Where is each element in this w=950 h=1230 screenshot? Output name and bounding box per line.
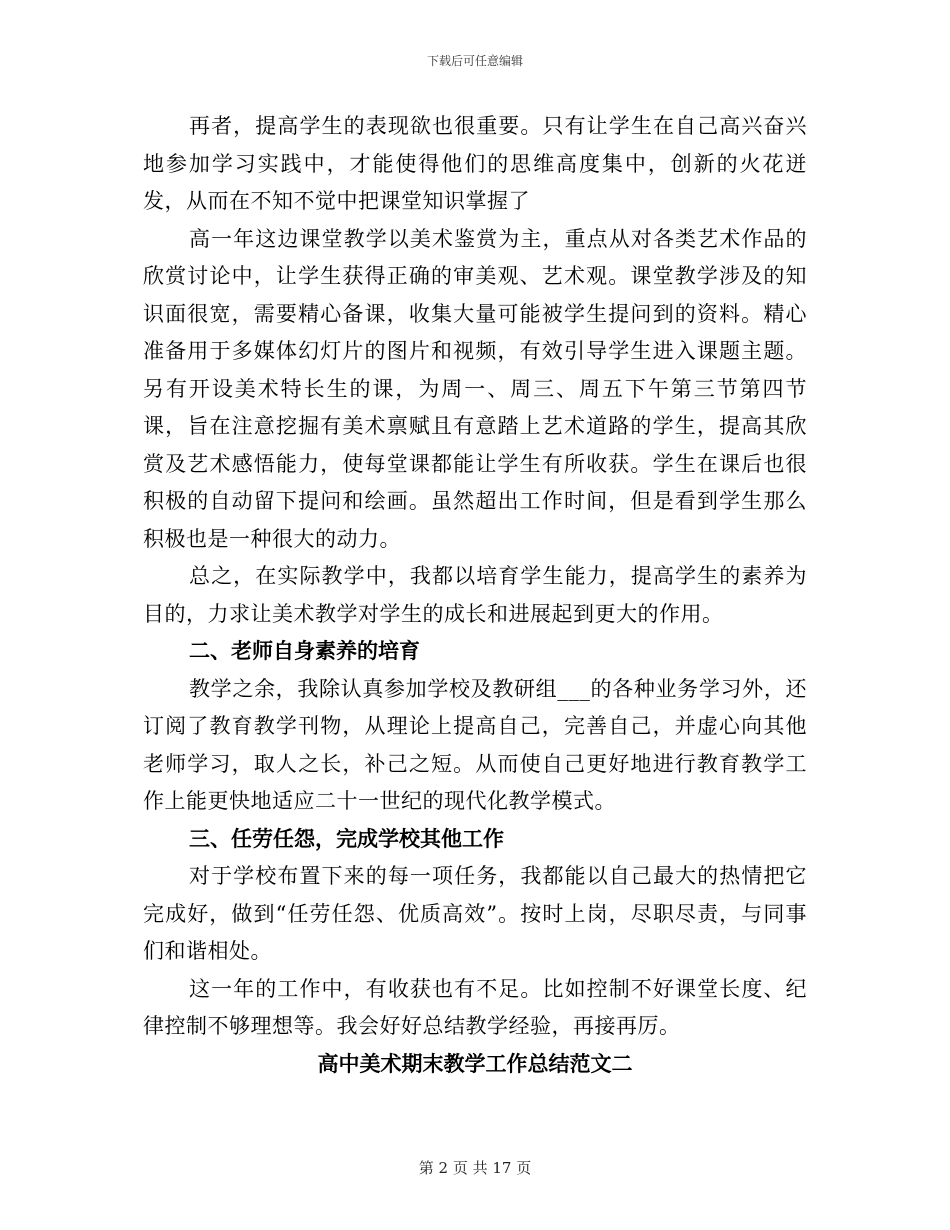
section-heading-self-cultivation: 二、老师自身素养的培育: [189, 639, 420, 663]
page-header: 下载后可任意编辑: [426, 54, 523, 68]
page-number: 第 2 页 共 17 页: [418, 1159, 532, 1177]
document-body: [143, 108, 807, 1083]
paragraph-reflection: 这一年的工作中，有收获也有不足。比如控制不好课堂长度、纪律控制不够理想等。我会好好总结教学经验，再接再厉。: [143, 976, 807, 1038]
paragraph-tasks: 对于学校布置下来的每一项任务，我都能以自己最大的热情把它完成好，做到“任劳任怨、优质高效”。按时上岗，尽职尽责，与同事们和谐相处。: [143, 864, 807, 963]
paragraph-summary: 总之，在实际教学中，我都以培育学生能力，提高学生的素养为目的，力求让美术教学对学生的成长和进展起到更大的作用。: [143, 564, 807, 626]
paragraph-expression: 再者，提高学生的表现欲也很重要。只有让学生在自己高兴奋兴地参加学习实践中，才能使得他们的思维高度集中，创新的火花迸发，从而在不知不觉中把课堂知识掌握了: [143, 114, 807, 213]
document-title-2: 高中美术期末教学工作总结范文二: [317, 1051, 633, 1076]
paragraph-study: 教学之余，我除认真参加学校及教研组___的各种业务学习外，还订阅了教育教学刊物，从理论上提高自己，完善自己，并虚心向其他老师学习，取人之长，补己之短。从而使自己更好地进行教育教学工作上能更快地适应二十一世纪的现代化教学模式。: [143, 676, 807, 813]
paragraph-appreciation: 高一年这边课堂教学以美术鉴赏为主，重点从对各类艺术作品的欣赏讨论中，让学生获得正确的审美观、艺术观。课堂教学涉及的知识面很宽，需要精心备课，收集大量可能被学生提问到的资料。精心准备用于多媒体幻灯片的图片和视频，有效引导学生进入课题主题。另有开设美术特长生的课，为周一、周三、周五下午第三节第四节课，旨在注意挖掘有美术禀赋且有意踏上艺术道路的学生，提高其欣赏及艺术感悟能力，使每堂课都能让学生有所收获。学生在课后也很积极的自动留下提问和绘画。虽然超出工作时间，但是看到学生那么积极也是一种很大的动力。: [143, 226, 807, 551]
section-heading-other-work: 三、任劳任怨，完成学校其他工作: [189, 826, 504, 851]
